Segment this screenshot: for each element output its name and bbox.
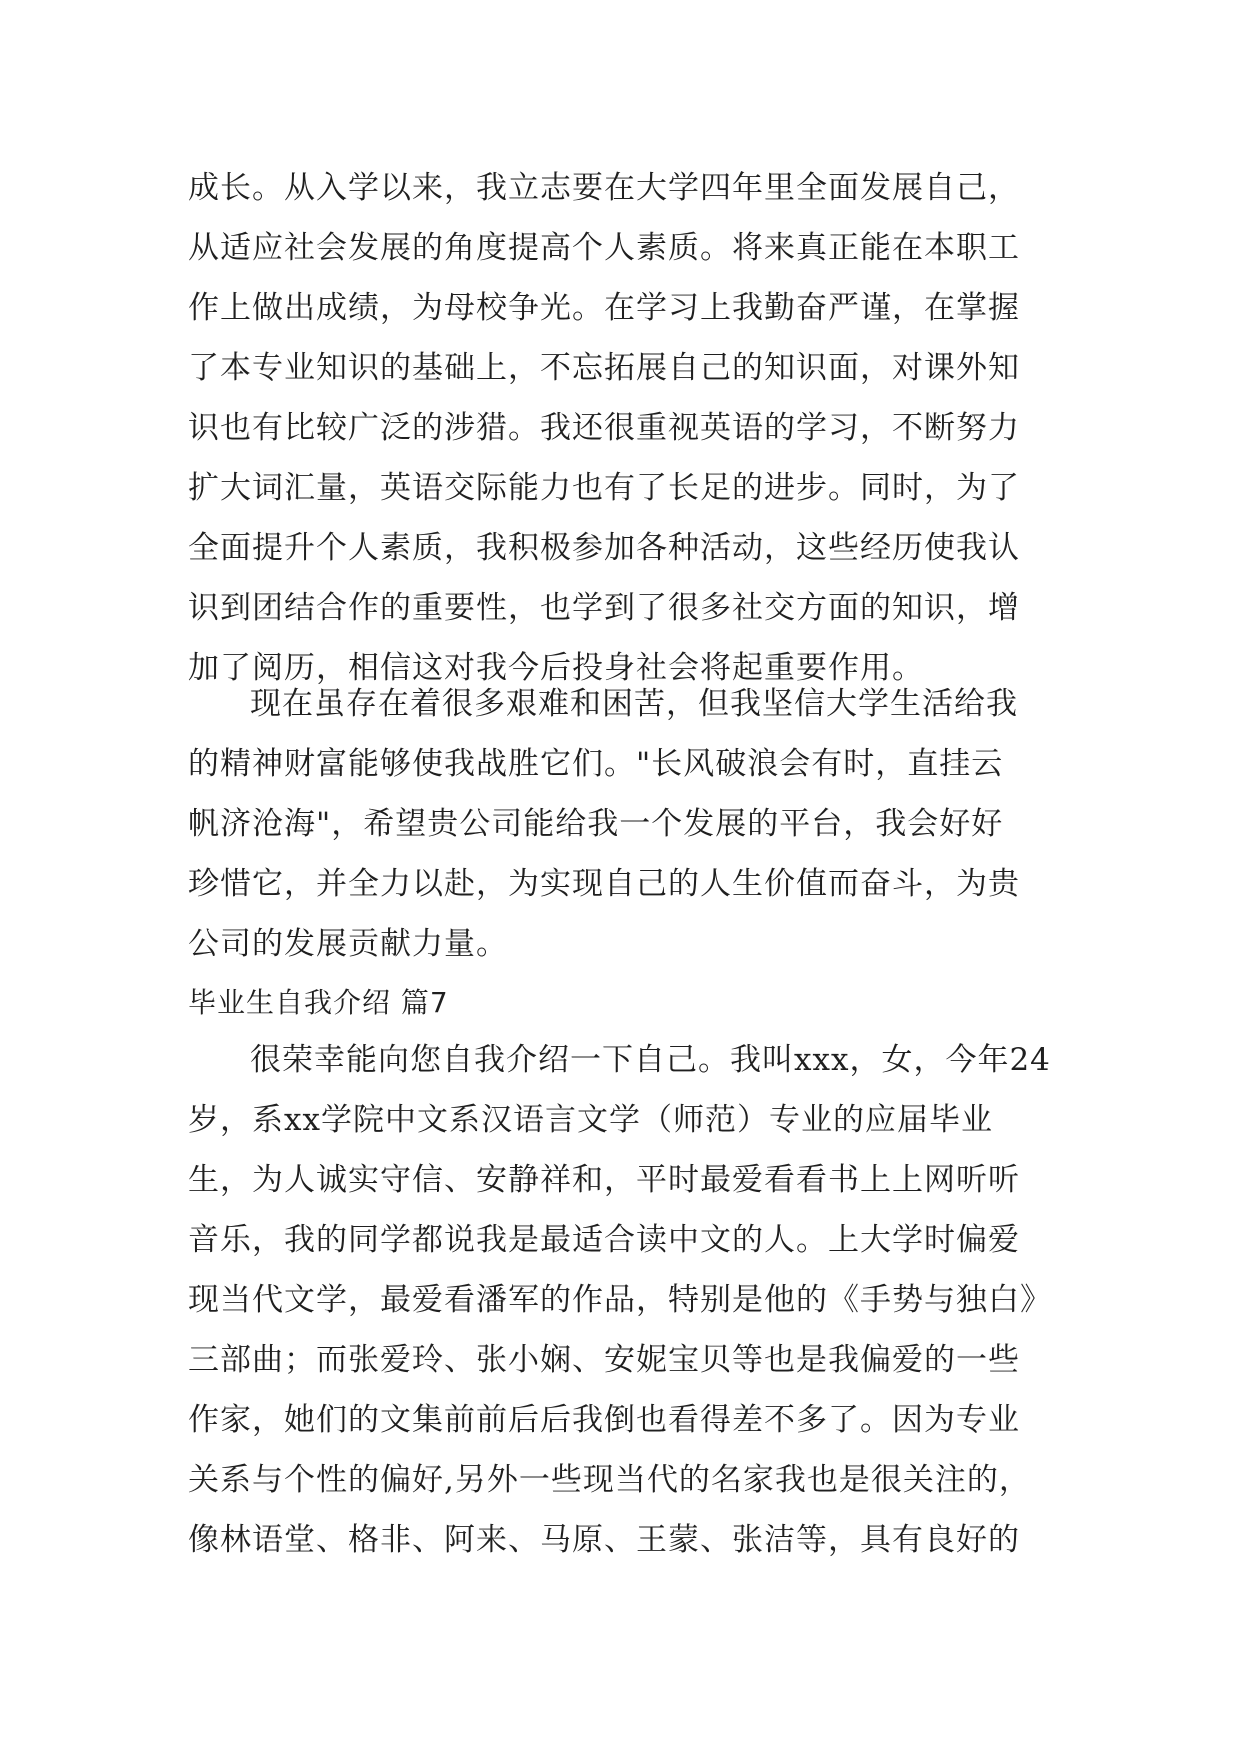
paragraph-line: 生，为人诚实守信、安静祥和，平时最爱看看书上上网听听 <box>188 1162 1020 1198</box>
paragraph-line: 三部曲；而张爱玲、张小娴、安妮宝贝等也是我偏爱的一些 <box>188 1342 1020 1378</box>
paragraph-3 <box>188 1030 1068 1570</box>
paragraph-1 <box>188 158 1068 698</box>
paragraph-line: 帆济沧海"，希望贵公司能给我一个发展的平台，我会好好 <box>188 806 1004 842</box>
paragraph-line: 很荣幸能向您自我介绍一下自己。我叫xxx，女，今年24 <box>250 1042 1051 1078</box>
paragraph-line: 岁，系xx学院中文系汉语言文学（师范）专业的应届毕业 <box>188 1102 993 1138</box>
paragraph-line: 扩大词汇量，英语交际能力也有了长足的进步。同时，为了 <box>188 470 1020 506</box>
paragraph-line: 全面提升个人素质，我积极参加各种活动，这些经历使我认 <box>188 530 1020 566</box>
paragraph-line: 从适应社会发展的角度提高个人素质。将来真正能在本职工 <box>188 230 1020 266</box>
section-heading: 毕业生自我介绍 篇7 <box>188 986 449 1019</box>
paragraph-line: 识到团结合作的重要性，也学到了很多社交方面的知识，增 <box>188 590 1020 626</box>
paragraph-line: 公司的发展贡献力量。 <box>188 926 508 962</box>
paragraph-line: 成长。从入学以来，我立志要在大学四年里全面发展自己， <box>188 170 1020 206</box>
paragraph-line: 的精神财富能够使我战胜它们。"长风破浪会有时，直挂云 <box>188 746 1004 782</box>
paragraph-line: 识也有比较广泛的涉猎。我还很重视英语的学习，不断努力 <box>188 410 1020 446</box>
paragraph-line: 关系与个性的偏好,另外一些现当代的名家我也是很关注的， <box>188 1462 1031 1498</box>
paragraph-line: 现当代文学，最爱看潘军的作品，特别是他的《手势与独白》 <box>188 1282 1052 1318</box>
paragraph-line: 作家，她们的文集前前后后我倒也看得差不多了。因为专业 <box>188 1402 1020 1438</box>
paragraph-line: 现在虽存在着很多艰难和困苦，但我坚信大学生活给我 <box>250 686 1018 722</box>
paragraph-line: 珍惜它，并全力以赴，为实现自己的人生价值而奋斗，为贵 <box>188 866 1020 902</box>
paragraph-line: 作上做出成绩，为母校争光。在学习上我勤奋严谨，在掌握 <box>188 290 1020 326</box>
paragraph-line: 加了阅历，相信这对我今后投身社会将起重要作用。 <box>188 650 924 686</box>
paragraph-line: 了本专业知识的基础上，不忘拓展自己的知识面，对课外知 <box>188 350 1020 386</box>
paragraph-line: 音乐，我的同学都说我是最适合读中文的人。上大学时偏爱 <box>188 1222 1020 1258</box>
paragraph-line: 像林语堂、格非、阿来、马原、王蒙、张洁等，具有良好的 <box>188 1522 1020 1558</box>
paragraph-2 <box>188 674 1068 974</box>
